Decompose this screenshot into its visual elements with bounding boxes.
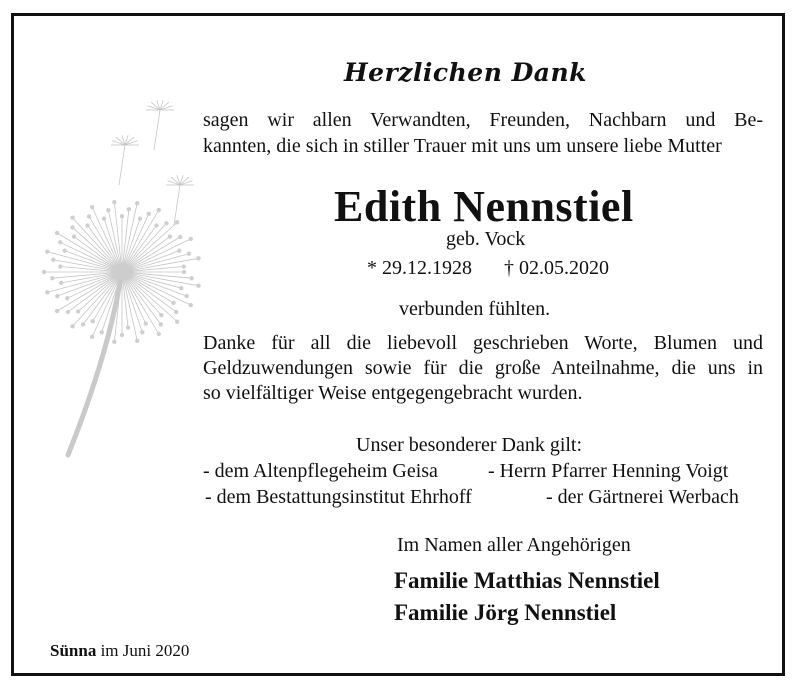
footer-place: Sünna bbox=[50, 641, 97, 660]
special-thanks-heading: Unser besonderer Dank gilt: bbox=[356, 434, 583, 456]
intro-line-1: sagen wir allen Verwandten, Freunden, Nachbarn und Be- bbox=[203, 109, 763, 131]
special-thanks-item: - der Gärtnerei Werbach bbox=[546, 486, 739, 508]
family-name: Familie Matthias Nennstiel bbox=[394, 568, 660, 593]
heading-title: Herzlichen Dank bbox=[344, 58, 587, 87]
family-name: Familie Jörg Nennstiel bbox=[394, 600, 617, 625]
intro-line-2: kannten, die sich in stiller Trauer mit uns um unsere liebe Mutter bbox=[203, 135, 722, 157]
thanks-line-3: so vielfältiger Weise entgegengebracht wurden. bbox=[203, 382, 583, 404]
connected-line: verbunden fühlten. bbox=[399, 298, 551, 320]
dandelion-illustration bbox=[30, 90, 230, 480]
special-thanks-item: - dem Altenpflegeheim Geisa bbox=[203, 460, 438, 482]
maiden-name: geb. Vock bbox=[446, 228, 526, 250]
birth-date: * 29.12.1928 bbox=[367, 257, 472, 279]
thanks-line-1: Danke für all die liebevoll geschrieben Worte, Blumen und bbox=[203, 332, 763, 354]
special-thanks-item: - Herrn Pfarrer Henning Voigt bbox=[488, 460, 729, 482]
on-behalf-line: Im Namen aller Angehörigen bbox=[397, 534, 631, 556]
place-date-footer bbox=[50, 641, 189, 661]
death-date: † 02.05.2020 bbox=[504, 257, 609, 279]
footer-date: im Juni 2020 bbox=[100, 641, 190, 660]
special-thanks-item: - dem Bestattungsinstitut Ehrhoff bbox=[205, 486, 472, 508]
thanks-line-2: Geldzuwendungen sowie für die große Anteilnahme, die uns in bbox=[203, 357, 763, 379]
deceased-name: Edith Nennstiel bbox=[334, 182, 634, 231]
